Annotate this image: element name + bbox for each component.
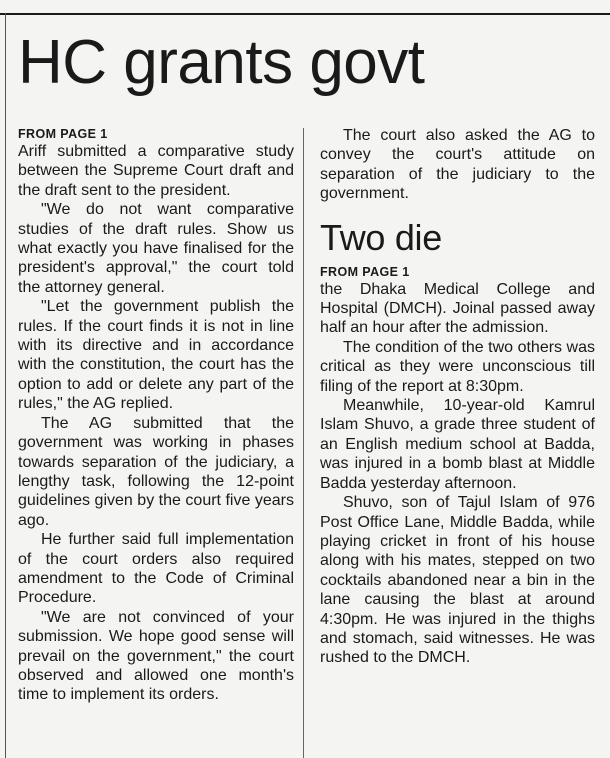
column-divider (303, 128, 304, 758)
article-headline: HC grants govt (18, 28, 425, 97)
article-headline: Two die (320, 216, 442, 258)
article-paragraph: "We do not want comparative studies of the draft rules. Show us what exactly you have finalised for the president's approval," the court told the attorney general. (18, 201, 294, 296)
top-rule (0, 13, 610, 15)
dateline: FROM PAGE 1 (18, 127, 108, 141)
article-paragraph: The court also asked the AG to convey the court's attitude on separation of the judiciary to the government. (320, 127, 595, 203)
article-paragraph: The condition of the two others was critical as they were unconscious till filing of the report at 8:30pm. (320, 338, 595, 395)
article-paragraph: the Dhaka Medical College and Hospital (DMCH). Joinal passed away half an hour after the admission. (320, 280, 595, 337)
right-column (320, 126, 595, 668)
left-column (18, 126, 294, 705)
left-column-rule (5, 13, 6, 758)
article-paragraph: Shuvo, son of Tajul Islam of 976 Post Office Lane, Middle Badda, while playing cricket in front of his house along with his mates, stepped on two cocktails abandoned near a bin in the lane causing the blast at around 4:30pm. He was injured in the thighs and stomach, said witnesses. He was rushed to the DMCH. (320, 494, 595, 667)
article-paragraph: The AG submitted that the government was working in phases towards separation of the judiciary, a lengthy task, following the 12-point guidelines given by the court five years ago. (18, 414, 294, 529)
dateline: FROM PAGE 1 (320, 264, 410, 279)
article-paragraph: "We are not convinced of your submission. We hope good sense will prevail on the government," the court observed and allowed one month's time to implement its orders. (18, 608, 294, 704)
article-paragraph: He further said full implementation of the court orders also required amendment to the Code of Criminal Procedure. (18, 531, 294, 607)
article-paragraph: Ariff submitted a comparative study between the Supreme Court draft and the draft sent to the president. (18, 143, 294, 199)
article-paragraph: Meanwhile, 10-year-old Kamrul Islam Shuvo, a grade three student of an English medium school at Badda, was injured in a bomb blast at Middle Badda yesterday afternoon. (320, 397, 595, 492)
article-paragraph: "Let the government publish the rules. If the court finds it is not in line with its directive and in accordance with the constitution, the court has the option to add or delete any part of the rules," the AG replied. (18, 298, 294, 413)
